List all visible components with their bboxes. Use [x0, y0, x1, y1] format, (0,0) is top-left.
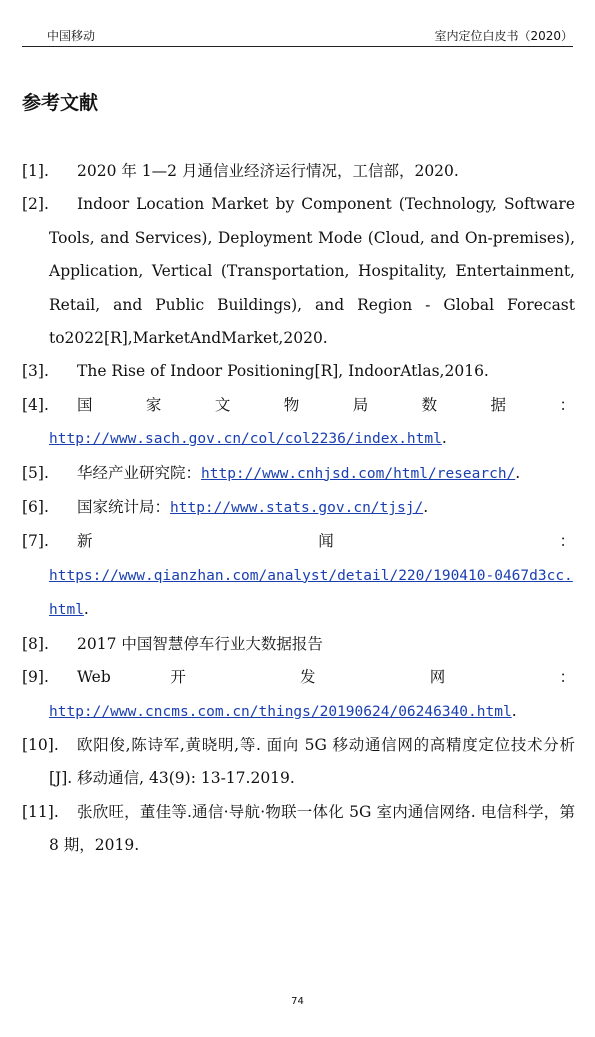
- reference-text: Web 开 发 网 ：: [77, 668, 575, 687]
- reference-text: 新 闻 ：: [77, 532, 575, 551]
- reference-list: [22, 155, 575, 863]
- reference-item: [9]. Web 开 发 网 ： http://www.cncms.com.cn/things/20190624/06246340.html.: [22, 661, 575, 729]
- reference-number: [10].: [22, 735, 59, 754]
- reference-number: [5].: [22, 463, 49, 482]
- reference-item: [22, 355, 575, 388]
- reference-number: [4].: [22, 395, 49, 414]
- reference-text: 2020 年 1—2 月通信业经济运行情况，工信部，2020.: [77, 162, 459, 180]
- reference-link[interactable]: https://www.qianzhan.com/analyst/detail/220/190410-0467d3cc.html: [49, 567, 573, 619]
- reference-number: [1].: [22, 162, 49, 180]
- reference-link[interactable]: http://www.cncms.com.cn/things/20190624/06246340.html: [49, 703, 512, 720]
- reference-text: The Rise of Indoor Positioning[R], IndoorAtlas,2016.: [77, 362, 489, 381]
- reference-item: [22, 628, 575, 661]
- reference-text: 2017 中国智慧停车行业大数据报告: [77, 634, 323, 653]
- reference-text: 国 家 文 物 局 数 据 ：: [77, 395, 575, 414]
- reference-link[interactable]: http://www.stats.gov.cn/tjsj/: [170, 500, 424, 517]
- reference-item: [22, 796, 575, 863]
- reference-item: [5]. 华经产业研究院：http://www.cnhjsd.com/html/research/.: [22, 457, 575, 491]
- reference-number: [3].: [22, 362, 49, 381]
- reference-item: [6]. 国家统计局：http://www.stats.gov.cn/tjsj/.: [22, 491, 575, 525]
- reference-text: 欧阳俊,陈诗军,黄晓明,等. 面向 5G 移动通信网的高精度定位技术分析[J]. 移动通信, 43(9): 13-17.2019.: [49, 735, 575, 788]
- reference-number: [11].: [22, 802, 59, 821]
- reference-item: [4]. 国 家 文 物 局 数 据 ： http://www.sach.gov.cn/col/col2236/index.html.: [22, 389, 575, 457]
- reference-number: [2].: [22, 195, 49, 214]
- reference-number: [6].: [22, 498, 49, 517]
- reference-text: 张欣旺，董佳等.通信·导航·物联一体化 5G 室内通信网络. 电信科学，第 8 期，2019.: [49, 802, 575, 855]
- reference-number: [8].: [22, 634, 49, 653]
- header-right: 室内定位白皮书（2020）: [434, 29, 573, 43]
- reference-number: [7].: [22, 532, 49, 551]
- reference-text: Indoor Location Market by Component (Technology, Software Tools, and Services), Deployment Mode (Cloud, and On-premises), Application, Vertical (Transportation, Hospitality, Entertainment, Retail, and Public Buildings), and Region - Global Forecast to2022[R],MarketAndMarket,2020.: [49, 195, 575, 348]
- reference-item: [22, 729, 575, 796]
- header-rule: [22, 46, 573, 47]
- reference-text: 国家统计局：: [77, 498, 171, 517]
- reference-item: [7]. 新 闻 ： https://www.qianzhan.com/analyst/detail/220/190410-0467d3cc.html.: [22, 525, 575, 627]
- reference-link[interactable]: http://www.sach.gov.cn/col/col2236/index.html: [49, 431, 442, 448]
- reference-item: [22, 188, 575, 355]
- reference-item: [22, 155, 575, 188]
- reference-number: [9].: [22, 668, 49, 687]
- section-title: 参考文献: [22, 92, 99, 114]
- header-left: 中国移动: [47, 29, 96, 43]
- page-number: 74: [291, 996, 304, 1007]
- reference-text: 华经产业研究院：: [77, 463, 202, 482]
- reference-link[interactable]: http://www.cnhjsd.com/html/research/: [201, 465, 516, 482]
